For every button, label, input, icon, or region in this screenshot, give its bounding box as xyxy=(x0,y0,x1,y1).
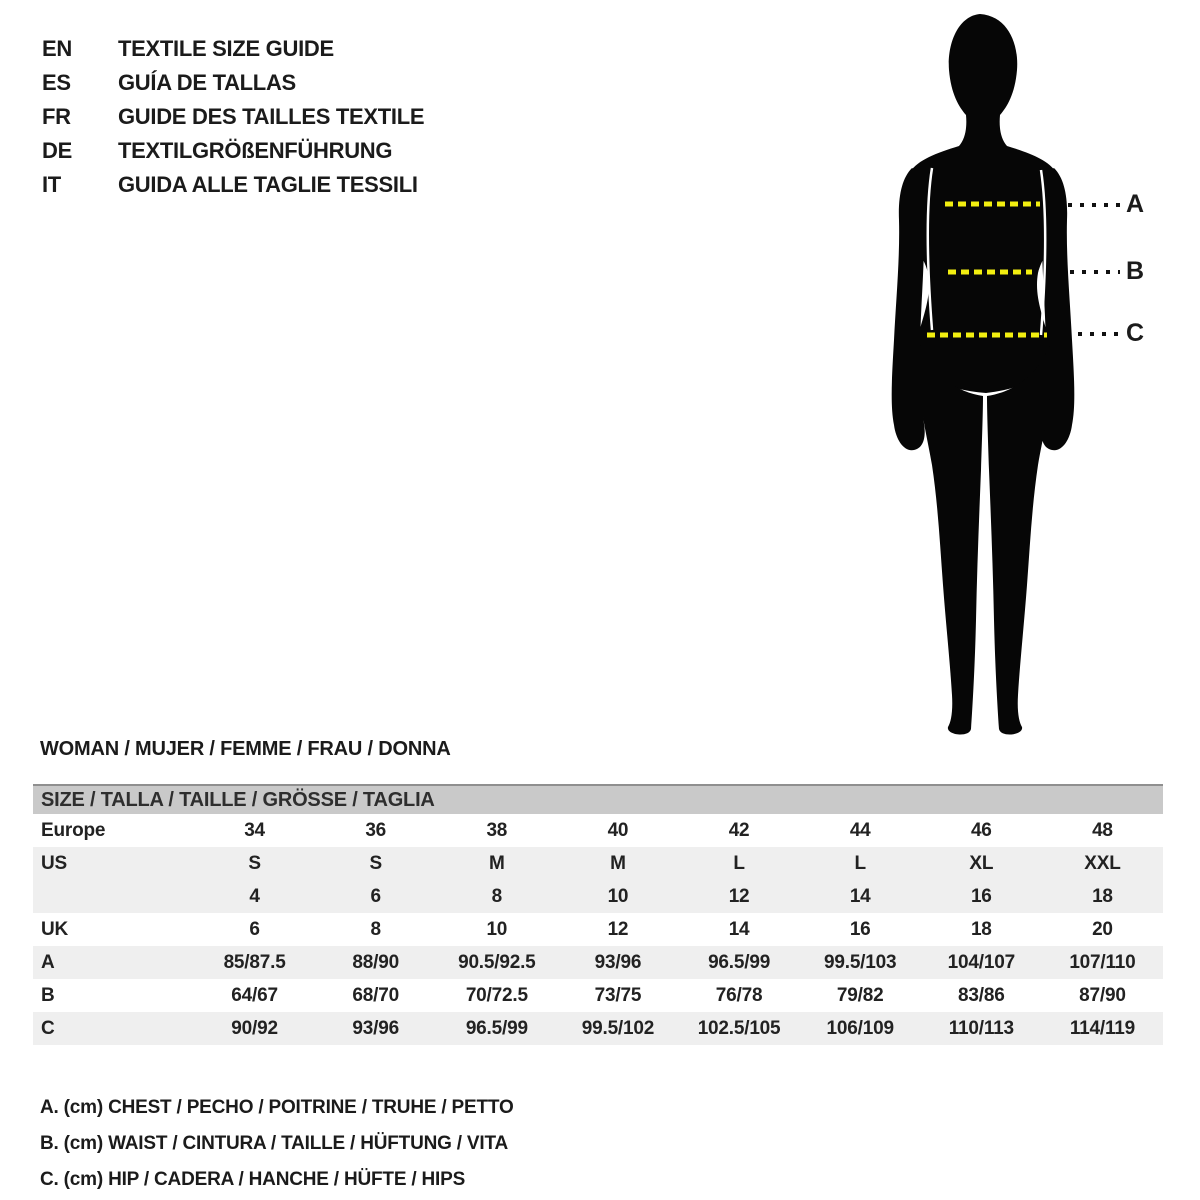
size-cell: 20 xyxy=(1092,918,1113,940)
size-cell: 70/72.5 xyxy=(465,984,528,1006)
size-cell: 73/75 xyxy=(594,984,642,1006)
size-cell: 16 xyxy=(849,918,871,940)
size-cell: M xyxy=(610,852,626,874)
table-row xyxy=(33,1012,1163,1045)
table-row xyxy=(33,814,1163,847)
size-cell: 99.5/103 xyxy=(824,951,897,973)
size-cell: 87/90 xyxy=(1079,984,1126,1006)
table-row xyxy=(33,979,1163,1012)
row-label: UK xyxy=(41,918,69,940)
size-cell: 107/110 xyxy=(1069,951,1136,973)
size-cell: L xyxy=(854,852,866,874)
size-cell: S xyxy=(369,852,382,874)
size-cell: 34 xyxy=(244,819,265,841)
language-title: TEXTILE SIZE GUIDE xyxy=(118,36,334,61)
size-cell: 90.5/92.5 xyxy=(458,951,536,973)
size-table xyxy=(33,784,1163,1045)
size-cell: 36 xyxy=(365,819,387,841)
size-cell: 18 xyxy=(970,918,992,940)
size-cell: 10 xyxy=(486,918,508,940)
language-code: FR xyxy=(42,104,71,129)
row-label: B xyxy=(41,984,55,1006)
language-row xyxy=(42,66,424,100)
size-cell: 46 xyxy=(970,819,992,841)
legend-line-chest: A. (cm) CHEST / PECHO / POITRINE / TRUHE / PETTO xyxy=(40,1097,514,1118)
size-cell: 88/90 xyxy=(352,951,399,973)
size-cell: 12 xyxy=(607,918,629,940)
size-cell: 48 xyxy=(1092,819,1113,841)
size-cell: 12 xyxy=(728,885,750,907)
language-code: ES xyxy=(42,70,71,95)
language-list xyxy=(42,32,424,202)
size-cell: 114/119 xyxy=(1069,1017,1136,1039)
row-label: Europe xyxy=(41,819,106,841)
size-table-header: SIZE / TALLA / TAILLE / GRÖSSE / TAGLIA xyxy=(33,784,1163,814)
size-cell: 38 xyxy=(486,819,508,841)
legend-line-waist: B. (cm) WAIST / CINTURA / TAILLE / HÜFTUNG / VITA xyxy=(40,1133,508,1154)
size-cell: 83/86 xyxy=(958,984,1005,1006)
language-code: IT xyxy=(42,172,61,197)
size-cell: 16 xyxy=(970,885,992,907)
row-label xyxy=(33,880,194,913)
size-cell: 4 xyxy=(249,885,260,907)
size-cell: 104/107 xyxy=(947,951,1015,973)
language-title: GUIDE DES TAILLES TEXTILE xyxy=(118,104,425,129)
language-row xyxy=(42,32,424,66)
table-row xyxy=(33,913,1163,946)
size-cell: 106/109 xyxy=(826,1017,894,1039)
section-title-woman: WOMAN / MUJER / FEMME / FRAU / DONNA xyxy=(40,738,451,760)
woman-silhouette xyxy=(892,14,1075,735)
size-cell: 90/92 xyxy=(231,1017,278,1039)
table-row xyxy=(33,880,1163,913)
language-title: TEXTILGRÖßENFÜHRUNG xyxy=(118,138,393,163)
table-row xyxy=(33,946,1163,979)
language-code: DE xyxy=(42,138,72,163)
size-cell: 6 xyxy=(370,885,381,907)
size-cell: L xyxy=(733,852,745,874)
size-cell: XL xyxy=(969,852,994,874)
size-cell: 40 xyxy=(607,819,629,841)
size-cell: M xyxy=(488,852,505,874)
size-table-grid xyxy=(33,814,1163,1045)
size-cell: 44 xyxy=(849,819,871,841)
size-cell: 18 xyxy=(1092,885,1113,907)
language-title: GUIDA ALLE TAGLIE TESSILI xyxy=(118,172,418,197)
size-cell: 68/70 xyxy=(352,984,399,1006)
measure-label-c: C xyxy=(1126,319,1145,347)
row-label: US xyxy=(41,852,67,874)
language-title: GUÍA DE TALLAS xyxy=(118,70,296,95)
measurement-legend xyxy=(40,1090,514,1198)
size-cell: 76/78 xyxy=(715,984,763,1006)
legend-line-hip: C. (cm) HIP / CADERA / HANCHE / HÜFTE / HIPS xyxy=(40,1169,466,1190)
size-cell: S xyxy=(248,852,261,874)
size-cell: 14 xyxy=(849,885,871,907)
woman-silhouette-figure xyxy=(880,0,1200,760)
size-cell: 96.5/99 xyxy=(708,951,771,973)
measure-label-b: B xyxy=(1126,257,1145,285)
language-row xyxy=(42,168,424,202)
language-code: EN xyxy=(42,36,72,61)
size-cell: 93/96 xyxy=(594,951,642,973)
size-cell: 99.5/102 xyxy=(581,1017,655,1039)
size-cell: 10 xyxy=(607,885,629,907)
size-cell: 85/87.5 xyxy=(223,951,286,973)
size-cell: 102.5/105 xyxy=(697,1017,781,1039)
size-cell: 8 xyxy=(370,918,381,940)
row-label: A xyxy=(41,951,55,973)
table-row xyxy=(33,847,1163,880)
size-cell: 14 xyxy=(728,918,750,940)
language-row xyxy=(42,134,424,168)
size-cell: 93/96 xyxy=(352,1017,399,1039)
size-cell: 110/113 xyxy=(948,1017,1014,1039)
size-cell: 96.5/99 xyxy=(465,1017,528,1039)
size-cell: 79/82 xyxy=(836,984,884,1006)
language-row xyxy=(42,100,424,134)
size-table-body xyxy=(33,814,1163,1045)
size-cell: XXL xyxy=(1084,852,1121,874)
size-cell: 8 xyxy=(491,885,502,907)
size-cell: 64/67 xyxy=(231,984,278,1006)
size-cell: 6 xyxy=(249,918,260,940)
row-label: C xyxy=(41,1017,55,1039)
measure-label-a: A xyxy=(1126,190,1145,218)
size-cell: 42 xyxy=(728,819,750,841)
